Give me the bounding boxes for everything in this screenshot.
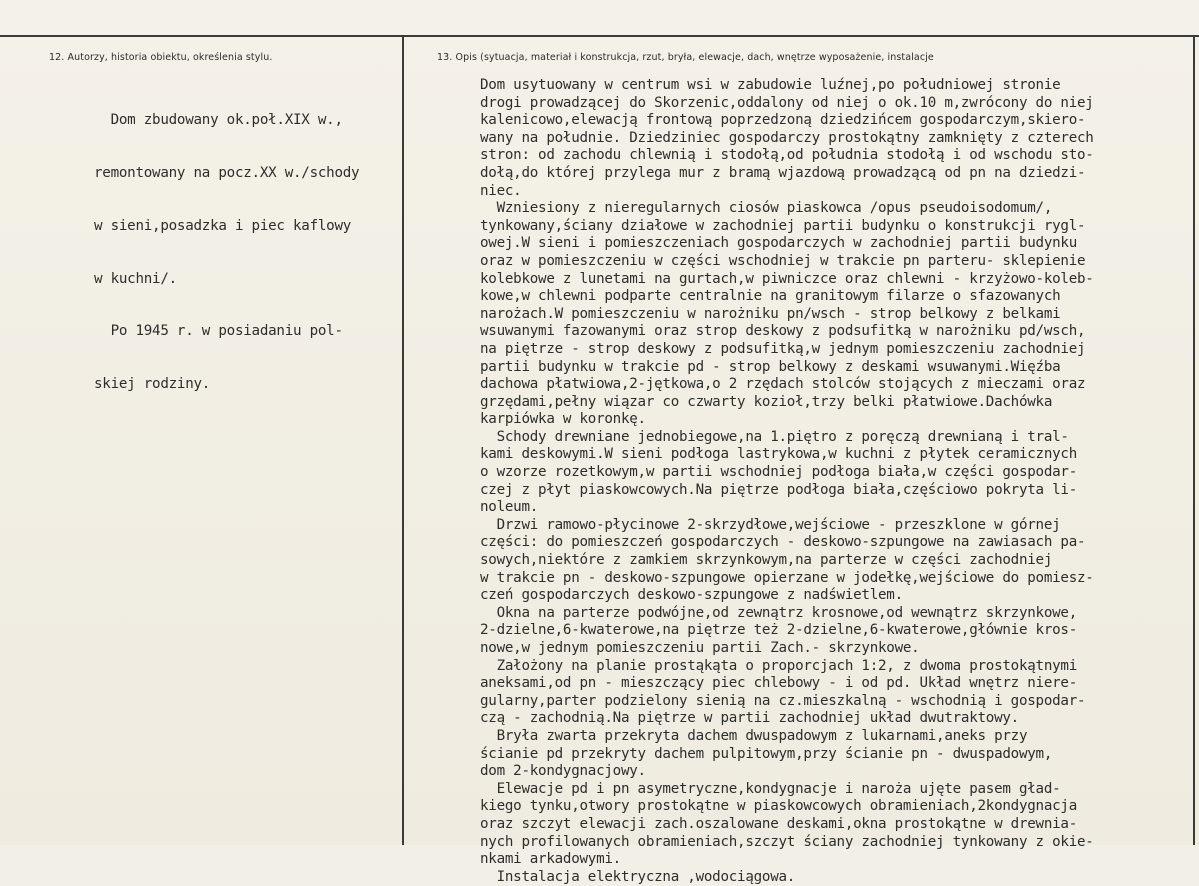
text-line: w sieni,posadzka i piec kaflowy <box>94 217 352 234</box>
text-line: drogi prowadzącej do Skorzenic,oddalony od niej o ok.10 m,zwrócony do niej <box>480 94 1094 111</box>
text-line: tynkowany,ściany działowe w zachodniej partii budynku o konstrukcji rygl- <box>480 217 1086 234</box>
text-line: w trakcie pn - deskowo-szpungowe opierzane w jodełkę,wejściowe do pomiesz- <box>480 569 1094 586</box>
text-line: Dom usytuowany w centrum wsi w zabudowie luźnej,po południowej stronie <box>480 77 1061 93</box>
text-line: w kuchni/. <box>94 270 177 287</box>
text-line: Elewacje pd i pn asymetryczne,kondygnacje i naroża ujęte pasem gład- <box>480 780 1061 797</box>
text-line: kowe,w chlewni podparte centralnie na granitowym filarze o sfazowanych <box>480 288 1061 305</box>
text-line: stron: od zachodu chlewnią i stodołą,od południa stodołą i od wschodu sto- <box>480 147 1094 164</box>
text-line: karpiówka w koronkę. <box>480 411 646 428</box>
text-line: czą - zachodnią.Na piętrze w partii zachodniej układ dwutraktowy. <box>480 710 1019 727</box>
text-line: remontowany na pocz.XX w./schody <box>94 164 360 181</box>
top-rule <box>0 35 1199 37</box>
text-line: narożach.W pomieszczeniu w narożniku pn/wsch - strop belkowy z belkami <box>480 305 1061 322</box>
text-line: dom 2-kondygnacjowy. <box>480 763 646 780</box>
text-line: dachowa płatwiowa,2-jętkowa,o 2 rzędach stolców stojących z mieczami oraz <box>480 376 1086 393</box>
text-line: Po 1945 r. w posiadaniu pol- <box>94 323 343 340</box>
text-line: nkami arkadowymi. <box>480 851 621 868</box>
text-line: na piętrze - strop deskowy z podsufitką,w jednym pomieszczeniu zachodniej <box>480 340 1086 357</box>
text-line: gularny,parter podzielony sienią na cz.mieszkalną - wschodnią i gospodar- <box>480 692 1086 709</box>
history-text <box>94 77 359 411</box>
text-line: Dom zbudowany ok.poł.XIX w., <box>94 112 343 129</box>
text-line: nowe,w jednym pomieszczeniu partii Zach.- skrzynkowe. <box>480 640 920 656</box>
text-line: o wzorze rozetkowym,w partii wschodniej podłoga biała,w części gospodar- <box>480 464 1077 481</box>
text-line: Instalacja elektryczna ,wodociągowa. <box>480 868 796 885</box>
section-12-heading: 12. Autorzy, historia obiektu, określenia stylu. <box>49 52 273 63</box>
text-line: nych profilowanych obramieniach,szczyt ściany zachodniej tynkowany z okie- <box>480 833 1094 850</box>
section-13-heading: 13. Opis (sytuacja, materiał i konstrukcja, rzut, bryła, elewacje, dach, wnętrze wyposażenie, instalacje <box>437 52 934 63</box>
text-line: owej.W sieni i pomieszczeniach gospodarczych w zachodniej partii budynku <box>480 235 1077 252</box>
text-line: Drzwi ramowo-płycinowe 2-skrzydłowe,wejściowe - przeszklone w górnej <box>480 516 1061 533</box>
text-line: części: do pomieszczeń gospodarczych - deskowo-szpungowe na zawiasach pa- <box>480 534 1086 551</box>
text-line: Okna na parterze podwójne,od zewnątrz krosnowe,od wewnątrz skrzynkowe, <box>480 604 1077 621</box>
text-line: Bryła zwarta przekryta dachem dwuspadowym z lukarnami,aneks przy <box>480 727 1028 744</box>
text-line: grzędami,pełny wiązar co czwarty kozioł,trzy belki płatwiowe.Dachówka <box>480 393 1053 410</box>
text-line: kami deskowymi.W sieni podłoga lastrykowa,w kuchni z płytek ceramicznych <box>480 446 1077 463</box>
text-line: wany na południe. Dziedziniec gospodarczy prostokątny zamknięty z czterech <box>480 129 1094 146</box>
text-line: czej z płyt piaskowcowych.Na piętrze podłoga biała,częściowo pokryta li- <box>480 481 1077 498</box>
text-line: oraz szczyt elewacji zach.oszalowane deskami,okna prostokątne w drewnia- <box>480 815 1077 832</box>
description-text <box>480 77 1094 886</box>
right-border <box>1193 35 1195 845</box>
text-line: dołą,do której przylega mur z bramą wjazdową prowadzącą od pn na dziedzi- <box>480 164 1086 181</box>
text-line: noleum. <box>480 499 539 516</box>
text-line: Wzniesiony z nieregularnych ciosów piaskowca /opus pseudoisodomum/, <box>480 200 1053 217</box>
text-line: partii budynku w trakcie pd - strop belkowy z deskami wsuwanymi.Więźba <box>480 358 1061 375</box>
text-line: 2-dzielne,6-kwaterowe,na piętrze też 2-dzielne,6-kwaterowe,głównie kros- <box>480 622 1077 639</box>
text-line: sowych,niektóre z zamkiem skrzynkowym,na parterze w części zachodniej <box>480 552 1053 569</box>
text-line: Założony na planie prostąkąta o proporcjach 1:2, z dwoma prostokątnymi <box>480 657 1077 674</box>
text-line: skiej rodziny. <box>94 376 211 393</box>
text-line: oraz w pomieszczeniu w części wschodniej w trakcie pn parteru- sklepienie <box>480 252 1086 269</box>
text-line: niec. <box>480 182 522 199</box>
text-line: kalenicowo,elewacją frontową poprzedzoną dziedzińcem gospodarczym,skiero- <box>480 112 1086 129</box>
text-line: ścianie pd przekryty dachem pulpitowym,przy ścianie pn - dwuspadowym, <box>480 745 1053 762</box>
text-line: czeń gospodarczych deskowo-szpungowe z nadświetlem. <box>480 587 903 604</box>
text-line: kiego tynku,otwory prostokątne w piaskowcowych obramieniach,2kondygnacja <box>480 798 1077 815</box>
text-line: wsuwanymi fazowanymi oraz strop deskowy z podsufitką w narożniku pd/wsch, <box>480 323 1086 340</box>
text-line: aneksami,od pn - mieszczący piec chlebowy - i od pd. Układ wnętrz niere- <box>480 675 1077 692</box>
text-line: kolebkowe z lunetami na gurtach,w piwniczce oraz chlewni - krzyżowo-koleb- <box>480 270 1094 287</box>
column-divider <box>402 35 404 845</box>
text-line: Schody drewniane jednobiegowe,na 1.piętro z poręczą drewnianą i tral- <box>480 428 1069 445</box>
